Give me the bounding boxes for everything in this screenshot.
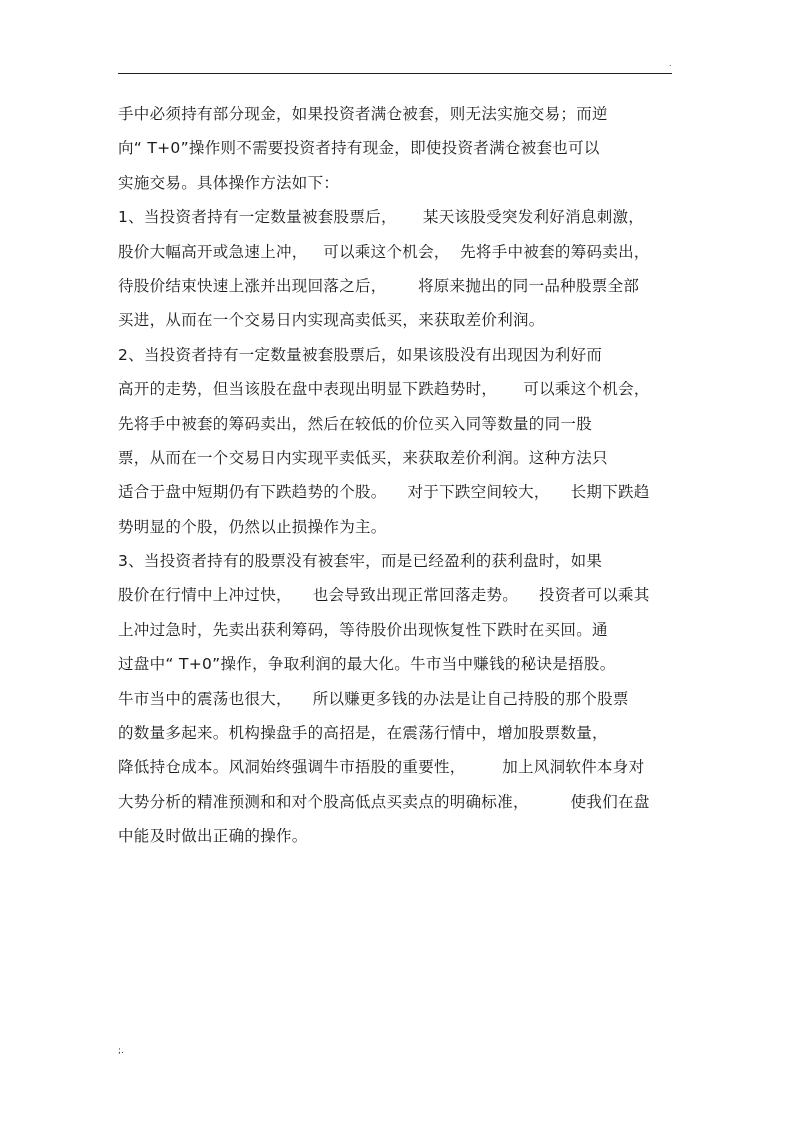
- text-line: 牛市当中的震荡也很大， 所以赚更多钱的办法是让自己持股的那个股票: [118, 689, 629, 708]
- text-line: 上冲过急时，先卖出获利筹码，等待股价出现恢复性下跌时在买回。通: [118, 620, 608, 639]
- footer-mark: ;.: [118, 1046, 124, 1056]
- text-line: 2、当投资者持有一定数量被套股票后，如果该股没有出现因为利好而: [118, 345, 603, 364]
- text-line: 降低持仓成本。风洞始终强调牛市捂股的重要性， 加上风洞软件本身对: [118, 758, 645, 777]
- body-text: [118, 102, 674, 859]
- text-line: 中能及时做出正确的操作。: [118, 827, 308, 846]
- text-line: 股价在行情中上冲过快， 也会导致出现正常回落走势。 投资者可以乘其: [118, 586, 650, 605]
- text-line: 高开的走势，但当该股在盘中表现出明显下跌趋势时， 可以乘这个机会，: [118, 380, 650, 399]
- text-line: 势明显的个股，仍然以止损操作为主。: [118, 517, 387, 536]
- text-line: 3、当投资者持有的股票没有被套牢，而是已经盈利的获利盘时，如果: [118, 552, 603, 571]
- header-mark: .: [669, 59, 672, 68]
- text-line: 股价大幅高开或急速上冲， 可以乘这个机会， 先将手中被套的筹码卖出，: [118, 242, 650, 261]
- text-line: 实施交易。具体操作方法如下：: [118, 173, 340, 192]
- text-line: 适合于盘中短期仍有下跌趋势的个股。 对于下跌空间较大， 长期下跌趋: [118, 483, 650, 502]
- header-rule: [118, 73, 672, 74]
- text-line: 手中必须持有部分现金，如果投资者满仓被套，则无法实施交易；而逆: [118, 105, 608, 123]
- text-line: 待股价结束快速上涨并出现回落之后， 将原来抛出的同一品种股票全部: [118, 276, 640, 295]
- text-line: 的数量多起来。机构操盘手的高招是，在震荡行情中，增加股票数量，: [118, 724, 608, 743]
- text-line: 1、当投资者持有一定数量被套股票后， 某天该股受突发利好消息刺激，: [118, 208, 645, 227]
- text-line: 大势分析的精准预测和和对个股高低点买卖点的明确标准， 使我们在盘: [118, 792, 650, 811]
- text-line: 票，从而在一个交易日内实现平卖低买，来获取差价利润。这种方法只: [118, 448, 608, 467]
- text-line: 先将手中被套的筹码卖出，然后在较低的价位买入同等数量的同一股: [118, 414, 593, 433]
- text-line: 买进，从而在一个交易日内实现高卖低买，来获取差价利润。: [118, 311, 545, 330]
- text-line: 向“ T+0”操作则不需要投资者持有现金，即使投资者满仓被套也可以: [118, 139, 600, 158]
- text-line: 过盘中“ T+0”操作，争取利润的最大化。牛市当中赚钱的秘诀是捂股。: [118, 655, 616, 674]
